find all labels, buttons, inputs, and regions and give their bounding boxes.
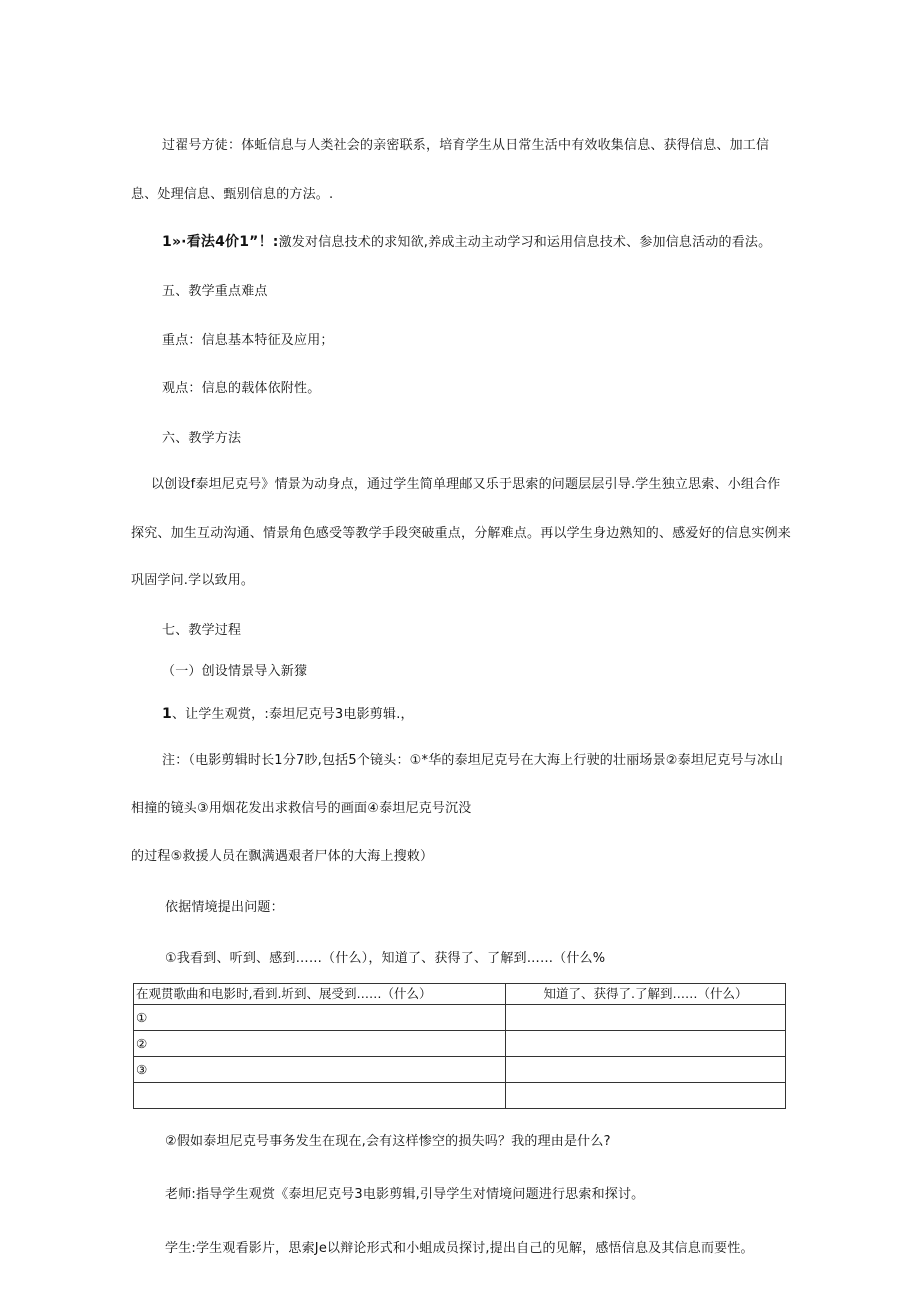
question-1: ①我看到、听到、感到……（什么），知道了、获得了、了解到……（什么% — [165, 951, 606, 966]
table-cell: ③ — [134, 1057, 506, 1083]
table-row — [134, 1005, 786, 1031]
ask-text: 依据情境提出问题： — [165, 900, 284, 915]
paragraph-line: 以创设f泰坦尼克号》情景为动身点，通过学生简单理邮又乐于思索的问题层层引导.学生独立思索、小组合作 — [151, 477, 781, 492]
item-1-text: 、让学生观赏，:泰坦尼克号3电影剪辑.， — [171, 707, 414, 722]
table-cell: ② — [134, 1031, 506, 1057]
question-2: ②假如泰坦尼克号事务发生在现在,会有这样惨空的损失吗？我的理由是什么? — [165, 1134, 611, 1149]
section-heading: 六、教学方法 — [162, 431, 242, 446]
note-line: 注：（电影剪辑时长1分7眇,包括5个镜头：①*华的泰坦尼克号在大海上行驶的壮丽场景②泰坦尼克号与冰山 — [162, 753, 784, 768]
table-cell — [506, 1083, 786, 1109]
note-line: 的过程⑤救援人员在飘满遇艰者尸体的大海上搜敕） — [131, 849, 434, 864]
paragraph-line: 过翟号方徒：体蚯信息与人类社会的亲密联系，培育学生从日常生活中有效收集信息、获得信息、加工信 — [162, 138, 770, 153]
paragraph-line: 息、处理信息、甄别信息的方法。. — [131, 187, 334, 202]
table-row — [134, 1057, 786, 1083]
note-line: 相撞的镜头③用烟花发出求救信号的画面④泰坦尼克号沉没 — [131, 801, 472, 816]
attitude-paragraph — [162, 233, 771, 252]
student-text: 学生:学生观看影片，思索Je以辩论形式和小蛆成员探讨,提出自己的见解，感悟信息及其信息而要性。 — [165, 1241, 754, 1256]
table-row — [134, 1083, 786, 1109]
observation-table — [133, 983, 786, 1109]
view-point-text: 观点：信息的载体依附性。 — [162, 381, 321, 396]
table-cell — [506, 1057, 786, 1083]
table-header-cell: 在观贯歌曲和电影时,看到.圻到、展受到……（什么） — [134, 984, 506, 1005]
section-heading: 七、教学过程 — [162, 623, 242, 638]
teacher-text: 老师:指导学生观赏《泰坦尼克号3电影剪辑,引导学生对情境问题进行思索和探讨。 — [165, 1187, 645, 1202]
table-header-cell: 知道了、获得了.了解到……（什么） — [506, 984, 786, 1005]
paragraph-line: 探究、加生互动沟通、情景角色感受等教学手段突破重点，分解难点。再以学生身边熟知的、感爱好的信息实例来 — [131, 526, 792, 541]
subsection-heading: （一）创设情景导入新獴 — [162, 664, 308, 679]
table-cell — [506, 1005, 786, 1031]
paragraph-line: 巩固学问.学以致用。 — [131, 573, 255, 588]
item-1-number: 1 — [162, 706, 172, 722]
key-point-text: 重点：信息基本特征及应用； — [162, 333, 334, 348]
attitude-text: 激发对信息技术的求知欲,养成主动主动学习和运用信息技术、参加信息活动的看法。 — [278, 235, 772, 250]
section-heading: 五、教学重点难点 — [162, 284, 268, 299]
attitude-lead: 1»·看法4价1”！: — [162, 234, 279, 250]
table-header-row — [134, 984, 786, 1005]
item-1 — [162, 705, 414, 724]
table-cell — [506, 1031, 786, 1057]
table-cell — [134, 1083, 506, 1109]
table-row — [134, 1031, 786, 1057]
table-cell: ① — [134, 1005, 506, 1031]
